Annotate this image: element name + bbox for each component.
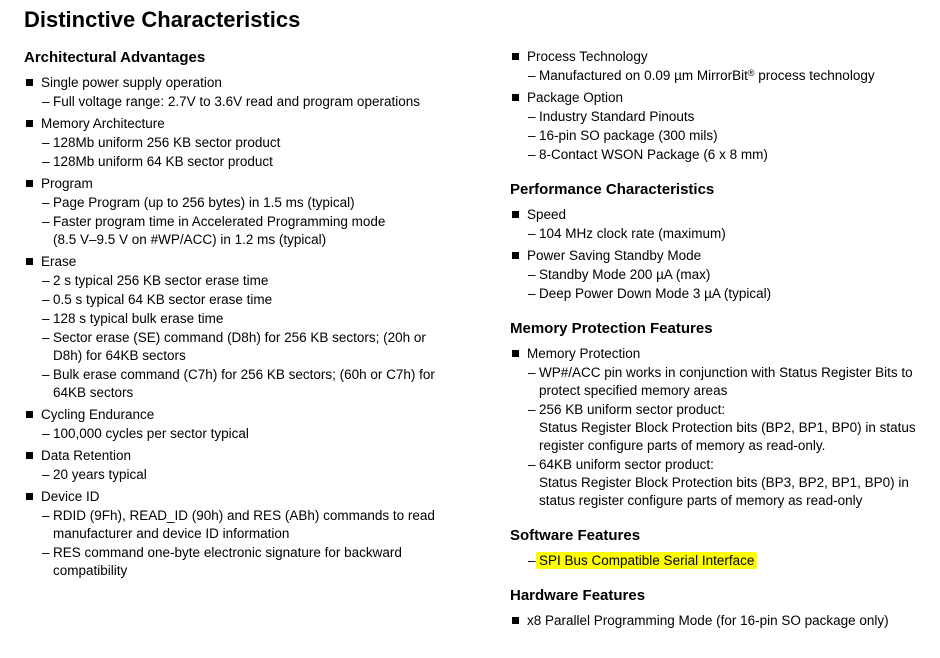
bullet-item [24,253,510,271]
line-text: Sector erase (SE) command (D8h) for 256 KB sectors; (20h or [53,330,426,345]
line-text: 0.5 s typical 64 KB sector erase time [53,292,273,307]
line-text: 20 years typical [53,467,147,482]
text-line [510,492,940,510]
line-text: Status Register Block Protection bits (BP3, BP2, BP1, BP0) in [539,475,909,490]
text-line [24,525,510,543]
line-text: Cycling Endurance [41,407,155,422]
square-bullet-icon [26,452,33,459]
dash-icon: – [528,68,536,83]
dash-icon: – [528,128,536,143]
text-line [24,175,510,193]
bullet-item [24,406,510,424]
text-line [510,108,940,126]
text-line [24,93,510,111]
text-line [510,552,940,570]
dash-icon: – [42,545,50,560]
dash-item [510,401,940,455]
dash-icon: – [42,154,50,169]
line-text: 104 MHz clock rate (maximum) [539,226,726,241]
text-line [24,272,510,290]
text-line [510,419,940,437]
dash-icon: – [42,135,50,150]
text-line [24,329,510,347]
dash-icon: – [42,508,50,523]
dash-item [24,507,510,543]
line-text: Power Saving Standby Mode [527,248,702,263]
dash-icon: – [528,226,536,241]
left-column [24,32,510,580]
text-line [24,447,510,465]
text-line [24,425,510,443]
line-text: Full voltage range: 2.7V to 3.6V read and program operations [53,94,420,109]
text-line [24,213,510,231]
line-text: Faster program time in Accelerated Programming mode [53,214,386,229]
line-text: Industry Standard Pinouts [539,109,695,124]
dash-item [24,134,510,152]
text-line [510,266,940,284]
line-text: protect specified memory areas [539,383,728,398]
square-bullet-icon [512,350,519,357]
text-line [510,364,940,382]
line-text: manufacturer and device ID information [53,526,290,541]
line-text: 64KB uniform sector product: [539,457,714,472]
dash-icon: – [528,147,536,162]
text-line [24,507,510,525]
dash-item [510,364,940,400]
text-line [510,456,940,474]
text-line [24,347,510,365]
square-bullet-icon [512,211,519,218]
dash-item [24,310,510,328]
registered-trademark-superscript: ® [747,68,755,78]
line-text: Page Program (up to 256 bytes) in 1.5 ms (typical) [53,195,355,210]
line-text: Speed [527,207,567,222]
line-text: Data Retention [41,448,132,463]
line-text: 16-pin SO package (300 mils) [539,128,718,143]
bullet-item [510,612,940,630]
section-heading: Performance Characteristics [510,181,715,198]
dash-icon: – [42,426,50,441]
line-text: 128Mb uniform 64 KB sector product [53,154,273,169]
dash-icon: – [42,195,50,210]
dash-item [24,425,510,443]
dash-item [24,93,510,111]
dash-item [510,108,940,126]
dash-icon: – [528,457,536,472]
bullet-item [24,175,510,193]
section-heading: Memory Protection Features [510,320,713,337]
dash-icon: – [42,273,50,288]
text-line [24,384,510,402]
bullet-item [24,488,510,506]
dash-icon: – [42,214,50,229]
text-line [24,466,510,484]
text-line [24,194,510,212]
text-line [24,366,510,384]
square-bullet-icon [26,258,33,265]
line-text: Device ID [41,489,100,504]
text-line [510,382,940,400]
dash-item [24,272,510,290]
dash-item [510,67,940,85]
section-heading: Software Features [510,527,641,544]
dash-icon: – [528,553,536,568]
line-text: Memory Protection [527,346,641,361]
bullet-item [510,48,940,66]
text-line [24,310,510,328]
text-line [24,74,510,92]
dash-icon: – [528,365,536,380]
bullet-item [24,115,510,133]
line-text: Deep Power Down Mode 3 µA (typical) [539,286,772,301]
dash-icon: – [42,467,50,482]
dash-icon: – [528,402,536,417]
text-line [24,291,510,309]
line-text: RDID (9Fh), READ_ID (90h) and RES (ABh) commands to read [53,508,435,523]
line-text: x8 Parallel Programming Mode (for 16-pin SO package only) [527,613,889,628]
dash-item [24,366,510,402]
two-column-layout [0,32,940,630]
line-text: 256 KB uniform sector product: [539,402,726,417]
square-bullet-icon [26,180,33,187]
line-text: 8-Contact WSON Package (6 x 8 mm) [539,147,768,162]
dash-item [510,266,940,284]
text-line [510,89,940,107]
dash-icon: – [528,109,536,124]
dash-icon: – [528,267,536,282]
line-text: Process Technology [527,49,648,64]
line-text: status register configure parts of memory as read-only [539,493,863,508]
dash-item [510,225,940,243]
bullet-item [510,206,940,224]
bullet-item [510,247,940,265]
line-text: 128Mb uniform 256 KB sector product [53,135,281,150]
line-text: WP#/ACC pin works in conjunction with Status Register Bits to [539,365,913,380]
bullet-item [24,74,510,92]
line-text: Package Option [527,90,624,105]
text-line [510,247,940,265]
text-line [510,67,940,85]
dash-item [510,127,940,145]
text-line [24,544,510,562]
text-line [24,562,510,580]
text-line [24,134,510,152]
line-text: 128 s typical bulk erase time [53,311,224,326]
dash-item [24,466,510,484]
line-text: Bulk erase command (C7h) for 256 KB sectors; (60h or C7h) for [53,367,435,382]
dash-item [510,285,940,303]
line-text: Manufactured on 0.09 µm MirrorBit® process technology [539,68,875,83]
square-bullet-icon [26,120,33,127]
bullet-item [510,345,940,363]
dash-item [24,194,510,212]
line-text: Standby Mode 200 µA (max) [539,267,711,282]
square-bullet-icon [512,252,519,259]
text-line [24,115,510,133]
line-text: Program [41,176,93,191]
dash-icon: – [42,367,50,382]
text-line [510,612,940,630]
line-text: 2 s typical 256 KB sector erase time [53,273,269,288]
dash-item [24,213,510,249]
text-line [510,146,940,164]
dash-item [24,291,510,309]
dash-item [24,153,510,171]
text-line [510,437,940,455]
line-text: Status Register Block Protection bits (BP2, BP1, BP0) in status [539,420,916,435]
line-text: 100,000 cycles per sector typical [53,426,249,441]
dash-item [510,146,940,164]
line-text: register configure parts of memory as read-only. [539,438,826,453]
section-heading: Architectural Advantages [24,49,206,66]
text-line [510,474,940,492]
bullet-item [510,89,940,107]
dash-icon: – [42,311,50,326]
text-line [24,253,510,271]
highlighted-text: SPI Bus Compatible Serial Interface [536,552,757,569]
square-bullet-icon [512,617,519,624]
text-line [24,406,510,424]
line-text: D8h) for 64KB sectors [53,348,186,363]
dash-icon: – [42,330,50,345]
text-line [510,127,940,145]
square-bullet-icon [26,79,33,86]
square-bullet-icon [512,53,519,60]
text-line [510,345,940,363]
section-heading: Hardware Features [510,587,646,604]
square-bullet-icon [512,94,519,101]
dash-item [24,329,510,365]
page-title: Distinctive Characteristics [24,7,301,32]
line-text: Memory Architecture [41,116,165,131]
line-text: RES command one-byte electronic signature for backward [53,545,402,560]
dash-icon: – [42,292,50,307]
dash-item [510,552,940,570]
text-line [510,225,940,243]
dash-icon: – [42,94,50,109]
text-line [510,285,940,303]
line-text: (8.5 V–9.5 V on #WP/ACC) in 1.2 ms (typical) [53,232,327,247]
text-line [510,48,940,66]
text-line [510,401,940,419]
dash-icon: – [528,286,536,301]
text-line [510,206,940,224]
line-text: Erase [41,254,77,269]
text-line [24,231,510,249]
line-text: compatibility [53,563,128,578]
square-bullet-icon [26,411,33,418]
line-text: 64KB sectors [53,385,134,400]
text-line [24,488,510,506]
text-line [24,153,510,171]
dash-item [510,456,940,510]
bullet-item [24,447,510,465]
dash-item [24,544,510,580]
right-column [510,32,940,630]
line-text: Single power supply operation [41,75,222,90]
square-bullet-icon [26,493,33,500]
